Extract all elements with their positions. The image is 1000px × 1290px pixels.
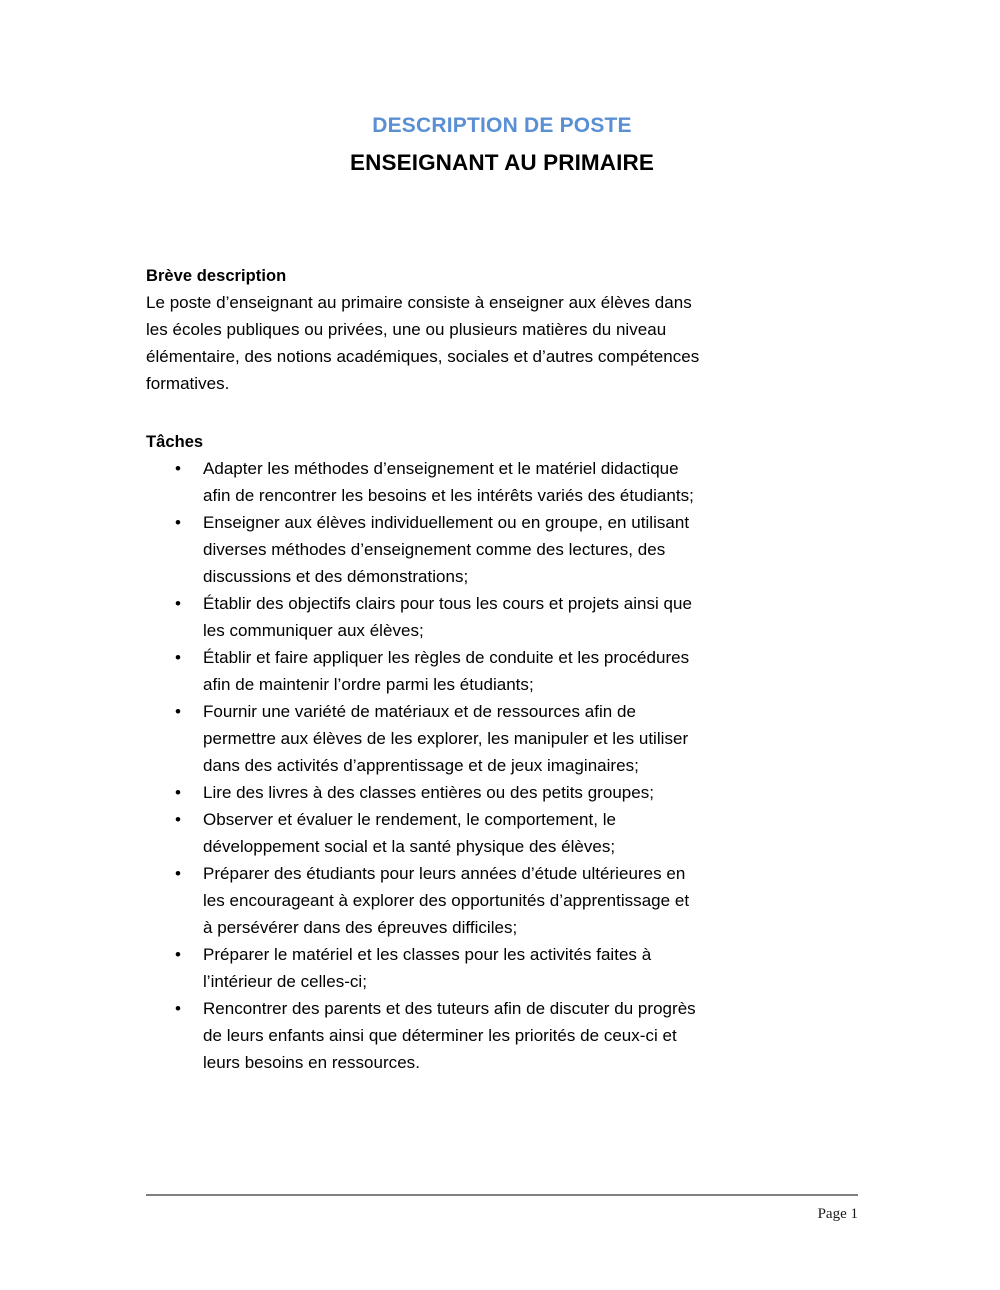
bullet-icon: • [175, 459, 181, 478]
task-list-item [146, 941, 702, 995]
task-list-item [146, 509, 702, 590]
brief-description-paragraph: Le poste d’enseignant au primaire consiste à enseigner aux élèves dans les écoles publiques ou privées, une ou plusieurs matières du niveau élémentaire, des notions académiques, sociales et d’autres compétences formatives. [146, 293, 700, 393]
bullet-icon: • [175, 783, 181, 802]
task-item-text: Fournir une variété de matériaux et de ressources afin de permettre aux élèves de les explorer, les manipuler et les utiliser dans des activités d’apprentissage et de jeux imaginaires; [203, 702, 689, 775]
tasks-section [146, 430, 702, 1076]
bullet-icon: • [175, 810, 181, 829]
task-item-text: Établir des objectifs clairs pour tous les cours et projets ainsi que les communiquer aux élèves; [203, 594, 692, 640]
document-header [146, 112, 858, 178]
task-item-text: Préparer le matériel et les classes pour les activités faites à l’intérieur de celles-ci; [203, 945, 652, 991]
task-item-text: Enseigner aux élèves individuellement ou en groupe, en utilisant diverses méthodes d’enseignement comme des lectures, des discussions et des démonstrations; [203, 513, 690, 586]
bullet-icon: • [175, 999, 181, 1018]
tasks-heading: Tâches [146, 433, 204, 451]
bullet-icon: • [175, 702, 181, 721]
bullet-icon: • [175, 648, 181, 667]
bullet-icon: • [175, 864, 181, 883]
task-list-item [146, 860, 702, 941]
task-list-item [146, 698, 702, 779]
footer-divider [146, 1194, 858, 1196]
task-list-item [146, 779, 702, 806]
task-item-text: Lire des livres à des classes entières ou des petits groupes; [203, 783, 655, 802]
page-footer [146, 1194, 858, 1225]
document-title: ENSEIGNANT AU PRIMAIRE [350, 150, 654, 175]
task-item-text: Établir et faire appliquer les règles de conduite et les procédures afin de maintenir l’ordre parmi les étudiants; [203, 648, 690, 694]
document-subtitle: DESCRIPTION DE POSTE [372, 114, 632, 137]
task-item-text: Adapter les méthodes d’enseignement et le matériel didactique afin de rencontrer les besoins et les intérêts variés des étudiants; [203, 459, 694, 505]
task-item-text: Préparer des étudiants pour leurs années d’étude ultérieures en les encourageant à explorer des opportunités d’apprentissage et à persévérer dans des épreuves difficiles; [203, 864, 690, 937]
bullet-icon: • [175, 513, 181, 532]
brief-description-section [146, 264, 702, 397]
tasks-list [146, 455, 702, 1076]
task-item-text: Observer et évaluer le rendement, le comportement, le développement social et la santé physique des élèves; [203, 810, 617, 856]
bullet-icon: • [175, 945, 181, 964]
brief-description-heading: Brève description [146, 267, 287, 285]
task-list-item [146, 455, 702, 509]
task-item-text: Rencontrer des parents et des tuteurs afin de discuter du progrès de leurs enfants ainsi que déterminer les priorités de ceux-ci et leurs besoins en ressources. [203, 999, 696, 1072]
task-list-item [146, 644, 702, 698]
page-number: Page 1 [817, 1206, 858, 1222]
task-list-item [146, 806, 702, 860]
task-list-item [146, 590, 702, 644]
task-list-item [146, 995, 702, 1076]
bullet-icon: • [175, 594, 181, 613]
